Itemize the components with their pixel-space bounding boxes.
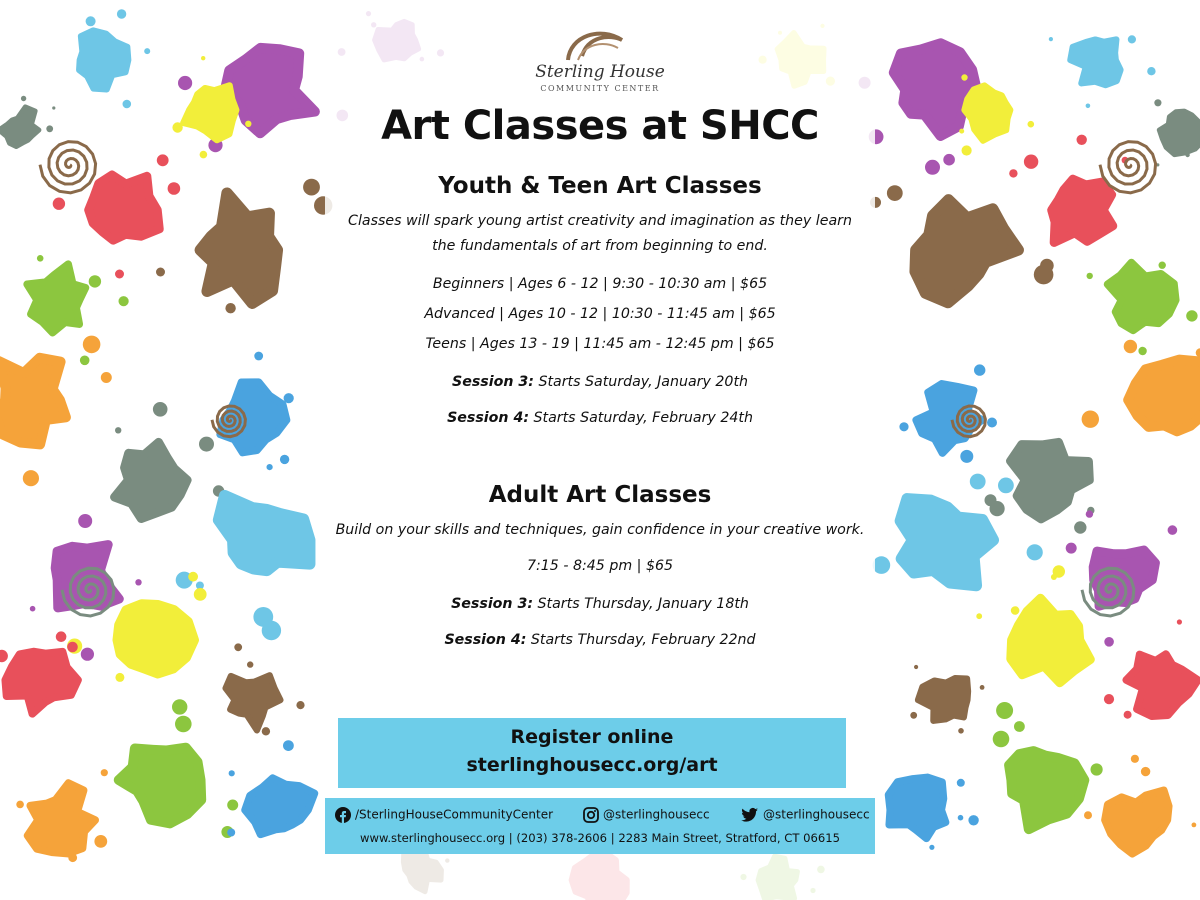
adult-session-3 bbox=[325, 596, 875, 612]
youth-description-line2: the fundamentals of art from beginning to end. bbox=[432, 238, 768, 254]
register-link[interactable]: sterlinghousecc.org/art bbox=[466, 754, 718, 776]
twitter-icon bbox=[741, 807, 759, 823]
paint-drop bbox=[225, 303, 235, 313]
paint-splatter bbox=[1159, 111, 1200, 155]
paint-swirl bbox=[40, 142, 96, 193]
paint-drop bbox=[157, 154, 169, 166]
session-label: Session 3: bbox=[451, 374, 534, 390]
paint-drop bbox=[135, 579, 141, 585]
paint-drop bbox=[234, 643, 242, 651]
adult-heading: Adult Art Classes bbox=[488, 482, 712, 508]
paint-drop bbox=[178, 76, 192, 90]
page-title: Art Classes at SHCC bbox=[381, 103, 819, 149]
paint-splatter bbox=[27, 264, 85, 333]
register-label: Register online bbox=[510, 726, 674, 748]
logo-swirl-icon bbox=[560, 26, 630, 66]
paint-drop bbox=[83, 336, 101, 354]
paint-drop bbox=[23, 470, 39, 486]
youth-description-line1: Classes will spark young artist creativity and imagination as they learn bbox=[348, 213, 852, 229]
paint-drop bbox=[1086, 104, 1091, 109]
paint-drop bbox=[976, 613, 982, 619]
paint-drop bbox=[144, 48, 150, 54]
youth-session-3 bbox=[325, 374, 875, 390]
paint-splatter bbox=[245, 778, 315, 834]
paint-drop bbox=[958, 728, 964, 734]
paint-splatter bbox=[1011, 598, 1091, 683]
instagram-handle: @sterlinghousecc bbox=[603, 807, 710, 822]
paint-drop bbox=[929, 845, 934, 850]
session-label: Session 3: bbox=[451, 596, 534, 612]
paint-drop bbox=[86, 16, 96, 26]
instagram-icon bbox=[583, 807, 599, 823]
paint-drop bbox=[1049, 37, 1053, 41]
class-row-teens: Teens | Ages 13 - 19 | 11:45 am - 12:45 pm | $65 bbox=[425, 336, 775, 352]
footer-bar bbox=[325, 798, 875, 854]
paint-drop bbox=[168, 182, 181, 195]
paint-drop bbox=[985, 494, 997, 506]
paint-drop bbox=[1124, 340, 1137, 353]
paint-drop bbox=[1154, 99, 1161, 106]
twitter-link[interactable] bbox=[741, 807, 870, 823]
class-row-advanced: Advanced | Ages 10 - 12 | 10:30 - 11:45 am | $65 bbox=[424, 306, 776, 322]
paint-splatter bbox=[183, 85, 236, 140]
paint-drop bbox=[199, 437, 214, 452]
paint-drop bbox=[1051, 574, 1057, 580]
paint-drop bbox=[1128, 35, 1136, 43]
paint-drop bbox=[1141, 767, 1150, 776]
paint-drop bbox=[175, 716, 192, 733]
paint-drop bbox=[1027, 544, 1043, 560]
paint-drop bbox=[123, 100, 132, 109]
twitter-handle: @sterlinghousecc bbox=[763, 807, 870, 822]
paint-splatter bbox=[900, 499, 993, 586]
paint-drop bbox=[201, 56, 205, 60]
paint-drop bbox=[67, 642, 78, 653]
paint-drop bbox=[970, 474, 986, 490]
paint-splatter bbox=[918, 678, 968, 721]
paint-drop bbox=[254, 352, 263, 361]
paint-drop bbox=[1014, 721, 1025, 732]
paint-splatter bbox=[1009, 751, 1084, 829]
paint-drop bbox=[957, 779, 965, 787]
paint-drop bbox=[974, 364, 985, 375]
paint-drop bbox=[1159, 262, 1166, 269]
paint-drop bbox=[229, 770, 235, 776]
paint-drop bbox=[887, 185, 903, 201]
paint-splatter bbox=[200, 193, 277, 303]
paint-drop bbox=[1066, 543, 1077, 554]
paint-drop bbox=[245, 121, 251, 127]
paint-drop bbox=[962, 145, 972, 155]
logo bbox=[510, 22, 690, 94]
paint-swirl bbox=[212, 406, 245, 437]
paint-splatter bbox=[117, 604, 195, 675]
paint-drop bbox=[1186, 310, 1197, 321]
paint-splatter bbox=[0, 358, 66, 445]
paint-drop bbox=[943, 154, 955, 166]
paint-splatter bbox=[219, 496, 310, 571]
paint-drop bbox=[960, 450, 973, 463]
paint-drop bbox=[156, 268, 165, 277]
paint-drop bbox=[81, 648, 94, 661]
class-row-beginners: Beginners | Ages 6 - 12 | 9:30 - 10:30 am | $65 bbox=[432, 276, 768, 292]
facebook-link[interactable] bbox=[335, 807, 553, 823]
adult-description: Build on your skills and techniques, gain confidence in your creative work. bbox=[335, 522, 865, 538]
paint-drop bbox=[37, 255, 44, 262]
paint-drop bbox=[200, 151, 208, 159]
paint-drop bbox=[46, 125, 53, 132]
paint-splatter bbox=[119, 748, 201, 824]
youth-heading: Youth & Teen Art Classes bbox=[438, 173, 762, 199]
paint-drop bbox=[873, 556, 891, 574]
paint-drop bbox=[1074, 521, 1086, 533]
session-date: Starts Saturday, January 20th bbox=[538, 374, 749, 390]
paint-drop bbox=[1168, 525, 1178, 535]
logo-subtitle: COMMUNITY CENTER bbox=[540, 84, 660, 93]
paint-drop bbox=[247, 661, 253, 667]
paint-splatter bbox=[5, 652, 78, 714]
paint-drop bbox=[303, 179, 320, 196]
paint-splatter bbox=[1105, 790, 1169, 854]
paint-drop bbox=[21, 96, 26, 101]
paint-drop bbox=[89, 275, 101, 287]
session-date: Starts Thursday, February 22nd bbox=[530, 632, 756, 648]
paint-drop bbox=[262, 621, 281, 640]
paint-drop bbox=[968, 815, 978, 825]
session-label: Session 4: bbox=[447, 410, 529, 426]
paint-splatter bbox=[1070, 40, 1120, 86]
paint-drop bbox=[283, 740, 294, 751]
paint-drop bbox=[914, 665, 918, 669]
paint-drop bbox=[1084, 811, 1092, 819]
paint-drop bbox=[1177, 619, 1182, 624]
paint-drop bbox=[1077, 135, 1087, 145]
paint-drop bbox=[1196, 348, 1200, 357]
paint-drop bbox=[1034, 265, 1054, 285]
paint-drop bbox=[80, 356, 90, 366]
paint-drop bbox=[1087, 273, 1093, 279]
paint-drop bbox=[899, 422, 908, 431]
paint-drop bbox=[1138, 347, 1146, 355]
paint-drop bbox=[115, 673, 124, 682]
paint-splatter bbox=[28, 783, 96, 854]
paint-drop bbox=[94, 835, 107, 848]
paint-drop bbox=[280, 455, 289, 464]
paint-drop bbox=[925, 160, 940, 175]
paint-splatter bbox=[1052, 179, 1113, 242]
paint-drop bbox=[172, 122, 182, 132]
paint-drop bbox=[115, 270, 124, 279]
paint-drop bbox=[30, 606, 36, 612]
session-date: Starts Thursday, January 18th bbox=[537, 596, 749, 612]
paint-drop bbox=[958, 815, 964, 821]
adult-session-4 bbox=[325, 632, 875, 648]
paint-drop bbox=[227, 800, 238, 811]
instagram-link[interactable] bbox=[583, 807, 710, 823]
paint-splatter bbox=[225, 48, 315, 133]
paint-drop bbox=[172, 699, 187, 714]
paint-drop bbox=[115, 427, 121, 433]
paint-drop bbox=[296, 701, 304, 709]
paint-drop bbox=[153, 402, 168, 417]
paint-drop bbox=[961, 74, 967, 80]
paint-swirl bbox=[1100, 142, 1156, 193]
paint-drop bbox=[119, 296, 129, 306]
paint-splatter bbox=[79, 31, 128, 90]
paint-splatter bbox=[115, 442, 188, 518]
paint-drop bbox=[56, 631, 67, 642]
paint-drop bbox=[1086, 510, 1093, 517]
contact-line: www.sterlinghousecc.org | (203) 378-2606 | 2283 Main Street, Stratford, CT 06615 bbox=[359, 831, 841, 845]
register-box[interactable] bbox=[338, 718, 846, 788]
paint-drop bbox=[987, 418, 997, 428]
paint-drop bbox=[959, 129, 964, 134]
session-date: Starts Saturday, February 24th bbox=[533, 410, 753, 426]
paint-drop bbox=[1185, 153, 1189, 157]
paint-drop bbox=[117, 9, 126, 18]
paint-drop bbox=[993, 731, 1010, 748]
paint-drop bbox=[1009, 169, 1017, 177]
facebook-handle: /SterlingHouseCommunityCenter bbox=[355, 807, 554, 822]
paint-drop bbox=[101, 769, 108, 776]
paint-drop bbox=[284, 393, 294, 403]
paint-drop bbox=[1024, 155, 1038, 169]
facebook-icon bbox=[335, 807, 351, 823]
paint-splatter bbox=[89, 175, 160, 240]
paint-splatter bbox=[1126, 654, 1198, 716]
paint-drop bbox=[1011, 606, 1020, 615]
paint-drop bbox=[996, 702, 1013, 719]
paint-drop bbox=[16, 801, 24, 809]
paint-drop bbox=[1028, 121, 1035, 128]
paint-splatter bbox=[1128, 360, 1200, 432]
paint-drop bbox=[1124, 711, 1132, 719]
paint-drop bbox=[980, 685, 985, 690]
paint-drop bbox=[188, 572, 198, 582]
paint-drop bbox=[267, 464, 273, 470]
logo-name: Sterling House bbox=[535, 62, 665, 82]
paint-splatter bbox=[889, 777, 946, 838]
paint-drop bbox=[68, 853, 77, 862]
session-label: Session 4: bbox=[444, 632, 527, 648]
paint-splatter bbox=[916, 384, 982, 453]
paint-drop bbox=[101, 372, 112, 383]
paint-drop bbox=[1104, 694, 1114, 704]
paint-drop bbox=[262, 727, 270, 735]
paint-drop bbox=[1192, 823, 1197, 828]
paint-splatter bbox=[1108, 263, 1176, 331]
paint-splatter bbox=[894, 43, 977, 136]
paint-drop bbox=[78, 514, 92, 528]
paint-drop bbox=[0, 650, 8, 662]
paint-drop bbox=[910, 712, 917, 719]
paint-drop bbox=[53, 198, 65, 210]
paint-splatter bbox=[226, 675, 281, 730]
paint-drop bbox=[1131, 755, 1139, 763]
paint-drop bbox=[1147, 67, 1155, 75]
paint-drop bbox=[227, 829, 235, 837]
paint-splatter bbox=[965, 86, 1011, 141]
paint-drop bbox=[998, 478, 1014, 494]
paint-drop bbox=[1104, 637, 1114, 647]
paint-drop bbox=[52, 106, 55, 109]
paint-splatter bbox=[0, 107, 39, 147]
paint-drop bbox=[1082, 411, 1099, 428]
paint-splatter bbox=[1011, 442, 1090, 519]
youth-session-4 bbox=[325, 410, 875, 426]
paint-drop bbox=[194, 588, 207, 601]
paint-splatter bbox=[915, 200, 1018, 303]
paint-drop bbox=[1091, 763, 1103, 775]
adult-time: 7:15 - 8:45 pm | $65 bbox=[526, 558, 674, 574]
